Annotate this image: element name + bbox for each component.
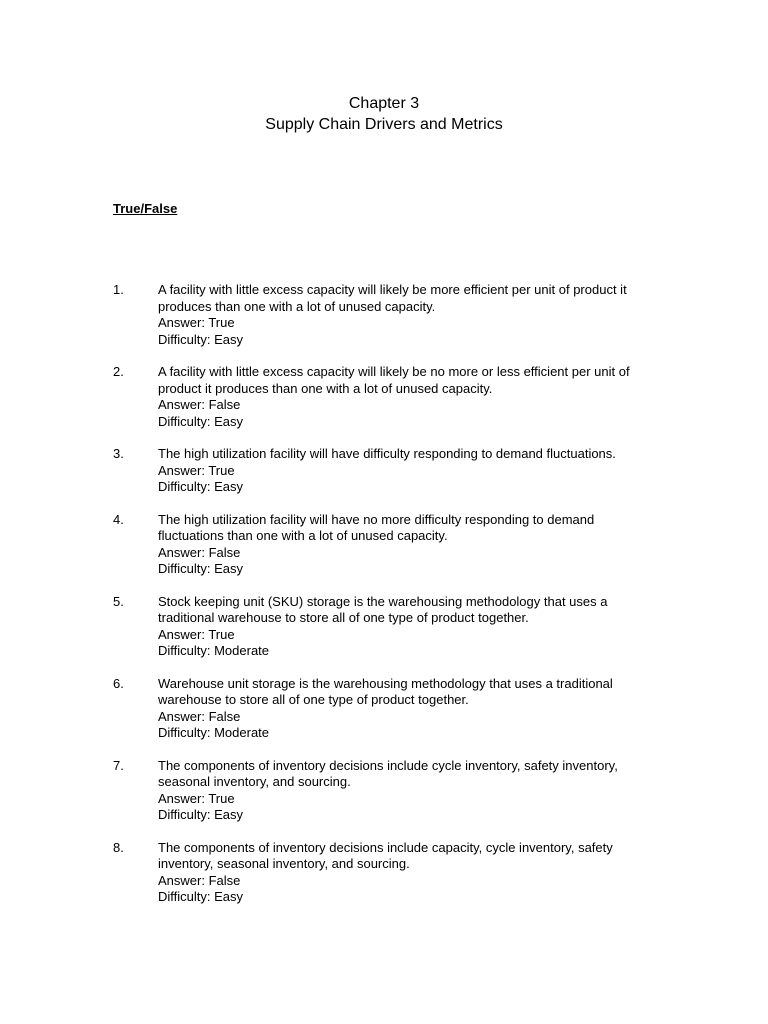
question-difficulty: Difficulty: Easy xyxy=(158,889,244,904)
chapter-heading xyxy=(0,93,768,135)
question-text: The components of inventory decisions include capacity, cycle inventory, safety inventory, seasonal inventory, and sourcing. xyxy=(158,839,613,871)
question-item xyxy=(0,512,768,578)
question-number: 7. xyxy=(113,757,124,773)
question-difficulty: Difficulty: Easy xyxy=(158,561,244,576)
question-number: 3. xyxy=(113,446,124,461)
question-text: Stock keeping unit (SKU) storage is the warehousing methodology that uses a traditional warehouse to store all of one type of product together. xyxy=(158,593,608,625)
question-answer: Answer: True xyxy=(158,315,235,330)
question-body xyxy=(158,840,658,906)
question-text: A facility with little excess capacity will likely be no more or less efficient per unit of product it produces than one with a lot of unused capacity. xyxy=(158,364,630,396)
question-answer: Answer: True xyxy=(158,790,235,806)
question-difficulty: Difficulty: Easy xyxy=(158,331,244,347)
question-item xyxy=(0,594,768,660)
question-list xyxy=(0,282,768,922)
question-answer: Answer: True xyxy=(158,626,235,642)
question-number: 6. xyxy=(113,675,124,691)
question-body xyxy=(158,594,658,660)
question-number: 4. xyxy=(113,511,124,527)
question-text: The high utilization facility will have difficulty responding to demand fluctuations. xyxy=(158,446,616,461)
question-number: 1. xyxy=(113,282,124,297)
question-item xyxy=(0,282,768,348)
question-answer: Answer: False xyxy=(158,544,241,560)
question-number: 8. xyxy=(113,839,124,855)
question-item xyxy=(0,364,768,430)
question-text: A facility with little excess capacity will likely be more efficient per unit of product it produces than one with a lot of unused capacity. xyxy=(158,282,627,314)
question-body xyxy=(158,282,658,348)
question-answer: Answer: False xyxy=(158,708,241,724)
question-difficulty: Difficulty: Easy xyxy=(158,413,244,429)
question-body xyxy=(158,364,658,430)
question-answer: Answer: False xyxy=(158,397,241,412)
question-item xyxy=(0,758,768,824)
question-number: 2. xyxy=(113,364,124,379)
question-difficulty: Difficulty: Easy xyxy=(158,479,244,494)
question-body xyxy=(158,758,658,824)
question-item xyxy=(0,446,768,496)
question-body xyxy=(158,446,658,496)
question-answer: Answer: False xyxy=(158,872,241,888)
question-difficulty: Difficulty: Easy xyxy=(158,807,244,822)
question-number: 5. xyxy=(113,593,124,609)
question-text: The high utilization facility will have no more difficulty responding to demand fluctuations than one with a lot of unused capacity. xyxy=(158,511,595,543)
question-difficulty: Difficulty: Moderate xyxy=(158,725,270,740)
chapter-number: Chapter 3 xyxy=(348,95,420,112)
question-item xyxy=(0,676,768,742)
question-body xyxy=(158,512,658,578)
question-answer: Answer: True xyxy=(158,462,235,478)
question-text: Warehouse unit storage is the warehousing methodology that uses a traditional warehouse to store all of one type of product together. xyxy=(158,675,613,707)
question-item xyxy=(0,840,768,906)
question-difficulty: Difficulty: Moderate xyxy=(158,643,270,658)
chapter-title: Supply Chain Drivers and Metrics xyxy=(265,116,503,133)
question-body xyxy=(158,676,658,742)
question-text: The components of inventory decisions include cycle inventory, safety inventory, seasonal inventory, and sourcing. xyxy=(158,757,618,789)
section-heading: True/False xyxy=(113,201,178,216)
